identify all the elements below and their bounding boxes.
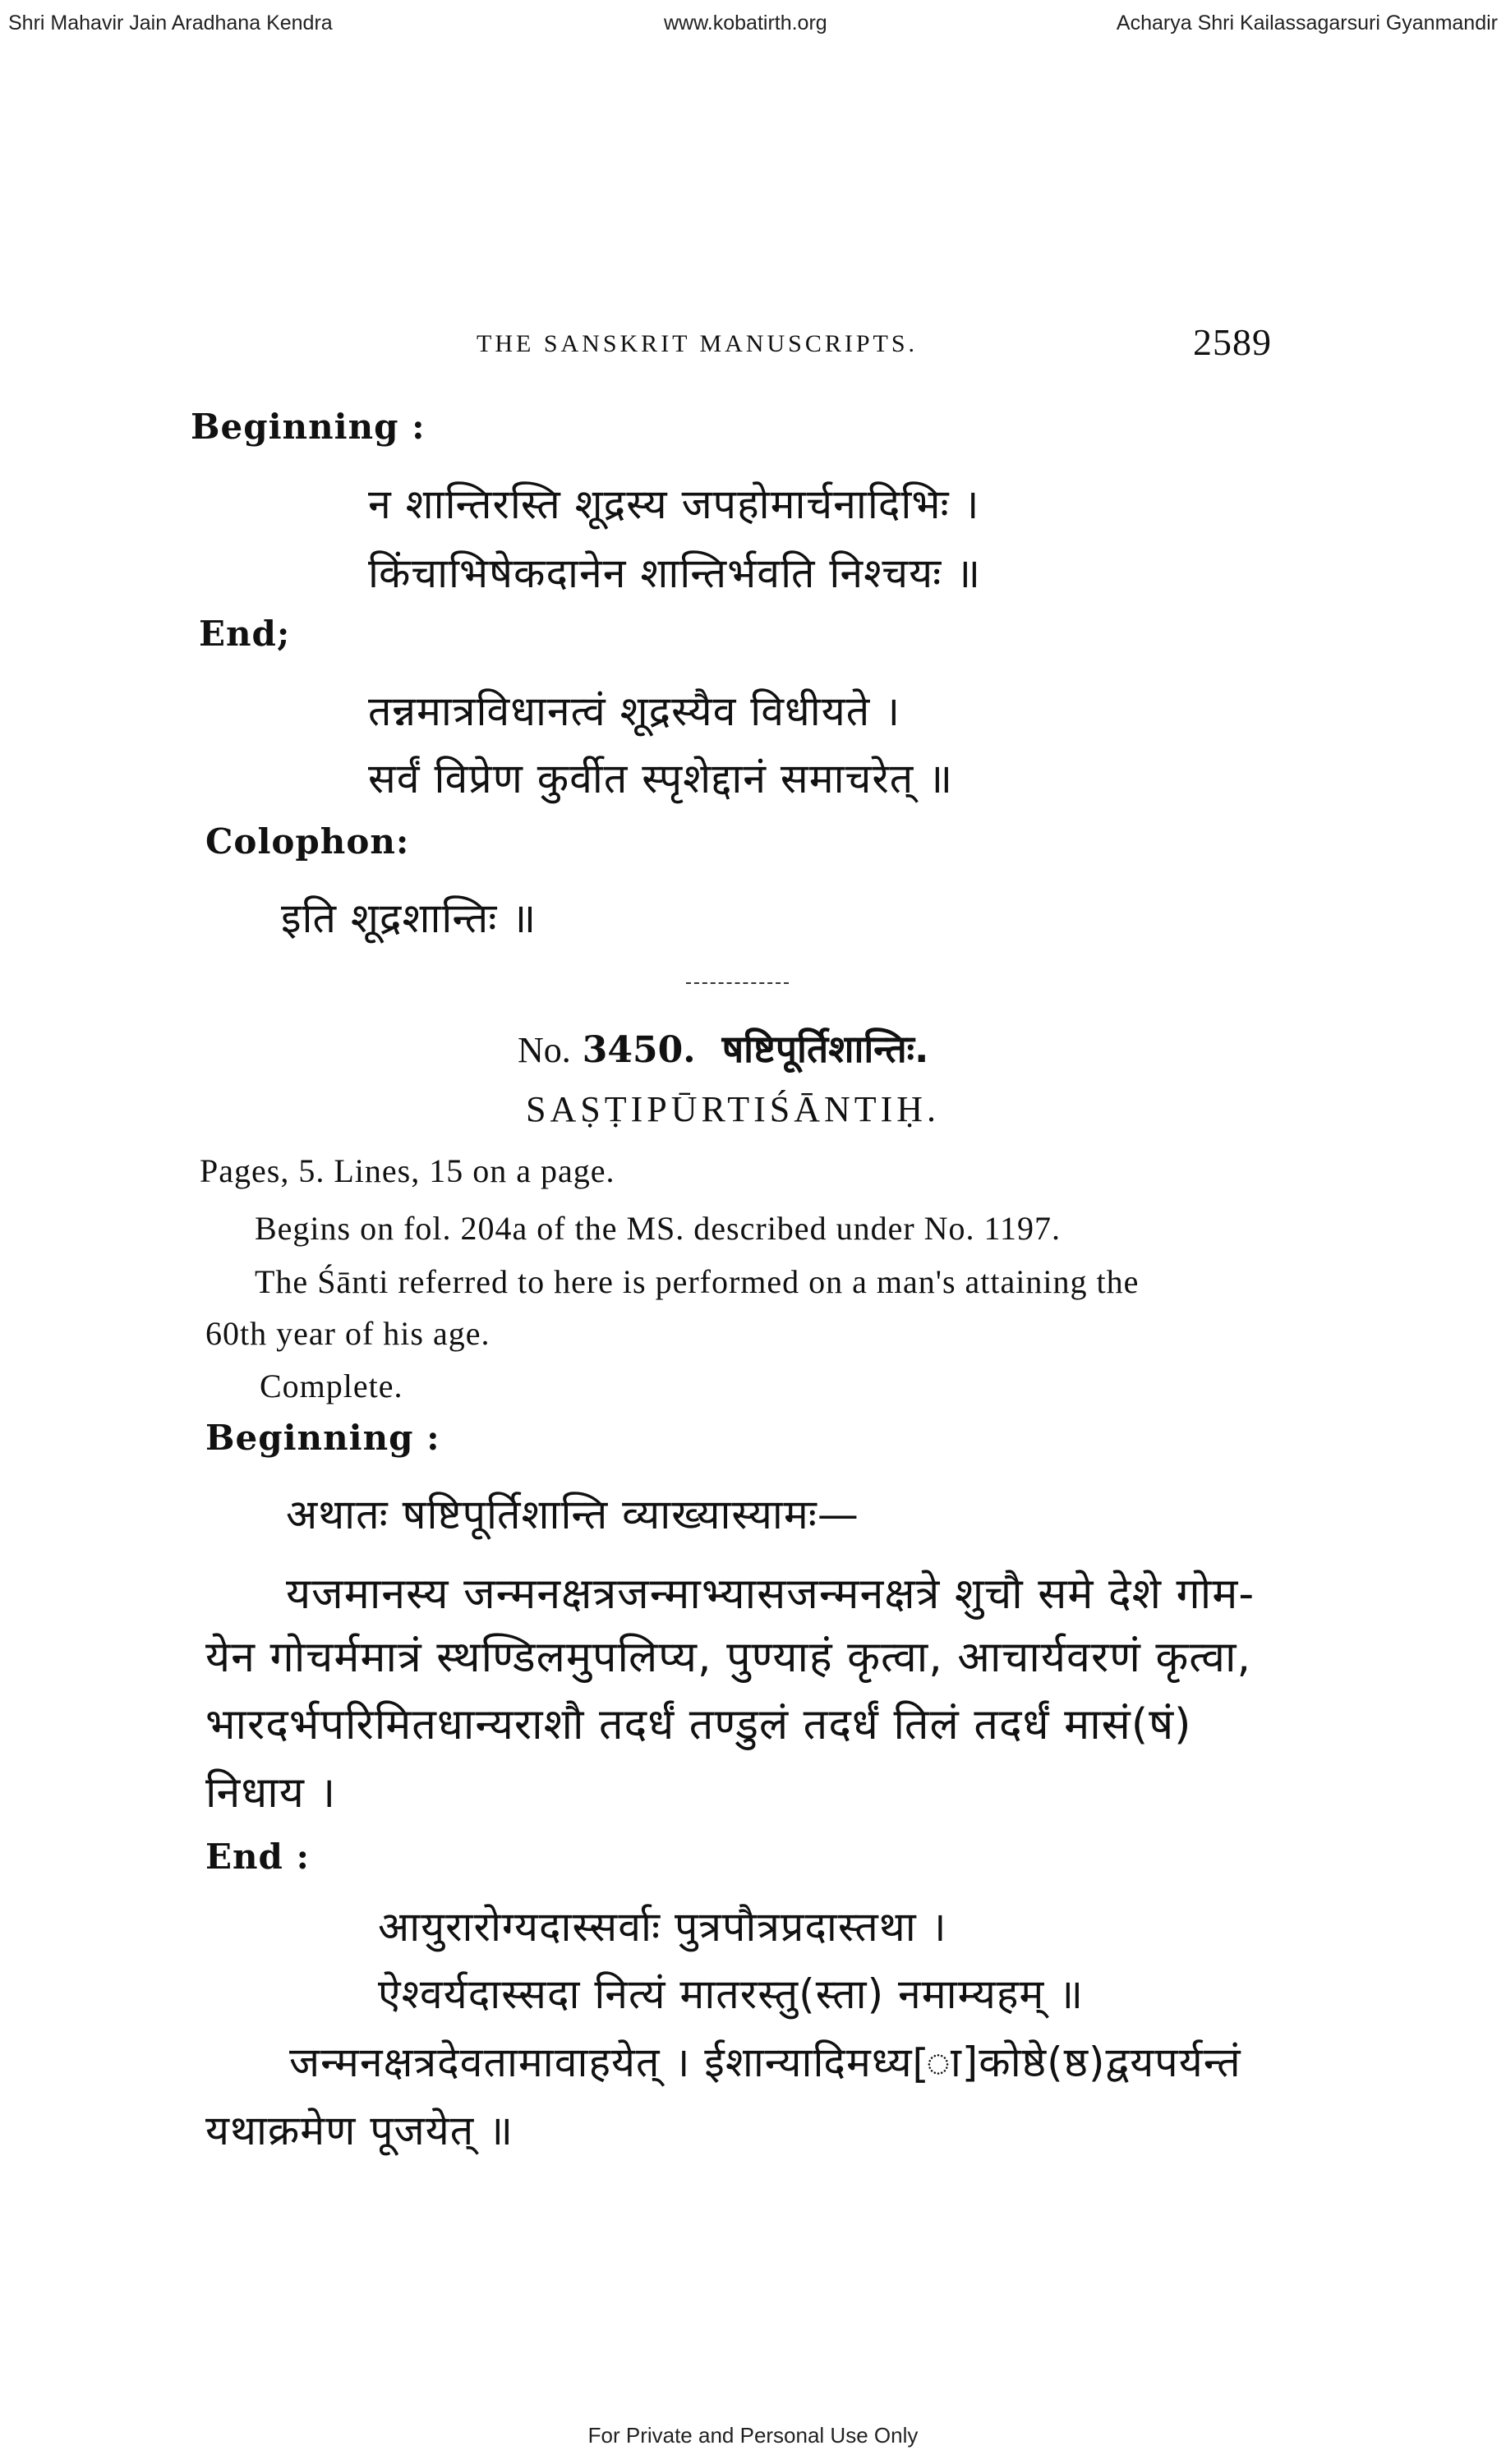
header-website-link[interactable]: www.kobatirth.org xyxy=(664,11,827,34)
beginning-heading: Beginning : xyxy=(205,1418,440,1458)
beginning-heading: Beginning : xyxy=(191,407,426,447)
verse-line: सर्वं विप्रेण कुर्वीत स्पृशेद्दानं समाचरेत् ॥ xyxy=(368,755,954,802)
entry-title xyxy=(518,1023,928,1073)
text-line: अथातः षष्टिपूर्तिशान्ति व्याख्यास्यामः— xyxy=(286,1491,859,1538)
verse-line: ऐश्वर्यदास्सदा नित्यं मातरस्तु(स्ता) नमाम्यहम् ॥ xyxy=(378,1970,1085,2018)
verse-line: न शान्तिरस्ति शूद्रस्य जपहोमार्चनादिभिः । xyxy=(368,480,980,528)
text-line: येन गोचर्ममात्रं स्थण्डिलमुपलिप्य, पुण्याहं कृत्वा, आचार्यवरणं कृत्वा, xyxy=(205,1633,1251,1682)
description-line: The Śānti referred to here is performed on a man's attaining the xyxy=(255,1263,1140,1300)
footer-notice: For Private and Personal Use Only xyxy=(587,2423,919,2448)
verse-line: आयुरारोग्यदास्सर्वाः पुत्रपौत्रप्रदास्तथा । xyxy=(378,1903,947,1951)
header-left-text: Shri Mahavir Jain Aradhana Kendra xyxy=(8,11,333,34)
entry-meta: Pages, 5. Lines, 15 on a page. xyxy=(200,1152,615,1189)
header-right-text: Acharya Shri Kailassagarsuri Gyanmandir xyxy=(1116,11,1498,34)
page-number: 2589 xyxy=(1193,321,1272,363)
text-line: जन्मनक्षत्रदेवतामावाहयेत् । ईशान्यादिमध्य[ा]कोष्ठे(ष्ठ)द्वयपर्यन्तं xyxy=(289,2039,1241,2086)
end-heading: End : xyxy=(205,1837,311,1877)
description-line: Begins on fol. 204a of the MS. described under No. 1197. xyxy=(255,1210,1062,1247)
completeness-note: Complete. xyxy=(260,1368,403,1404)
text-line: निधाय । xyxy=(205,1768,337,1818)
entry-number: 3450. xyxy=(582,1029,696,1071)
text-line: यथाक्रमेण पूजयेत् ॥ xyxy=(205,2107,514,2154)
colophon-line: इति शूद्रशान्तिः ॥ xyxy=(281,894,537,942)
entry-no-label: No. xyxy=(518,1030,571,1070)
verse-line: किंचाभिषेकदानेन शान्तिर्भवति निश्चयः ॥ xyxy=(368,549,982,597)
running-head: THE SANSKRIT MANUSCRIPTS. xyxy=(477,330,919,357)
section-divider xyxy=(686,982,789,984)
colophon-heading: Colophon: xyxy=(205,821,410,862)
end-heading: End; xyxy=(199,614,291,654)
text-line: यजमानस्य जन्मनक्षत्रजन्माभ्यासजन्मनक्षत्रे शुचौ समे देशे गोम- xyxy=(286,1570,1255,1619)
entry-title-devanagari: षष्टिपूर्तिशान्तिः. xyxy=(721,1027,929,1071)
description-line: 60th year of his age. xyxy=(205,1315,490,1352)
verse-line: तन्नमात्रविधानत्वं शूद्रस्यैव विधीयते । xyxy=(368,687,901,735)
site-header xyxy=(0,11,1506,44)
text-line: भारदर्भपरिमितधान्यराशौ तदर्धं तण्डुलं तदर्धं तिलं तदर्धं मासं(षं) xyxy=(205,1700,1192,1749)
entry-title-transliteration: SAṢṬIPŪRTIŚĀNTIḤ. xyxy=(526,1089,941,1129)
